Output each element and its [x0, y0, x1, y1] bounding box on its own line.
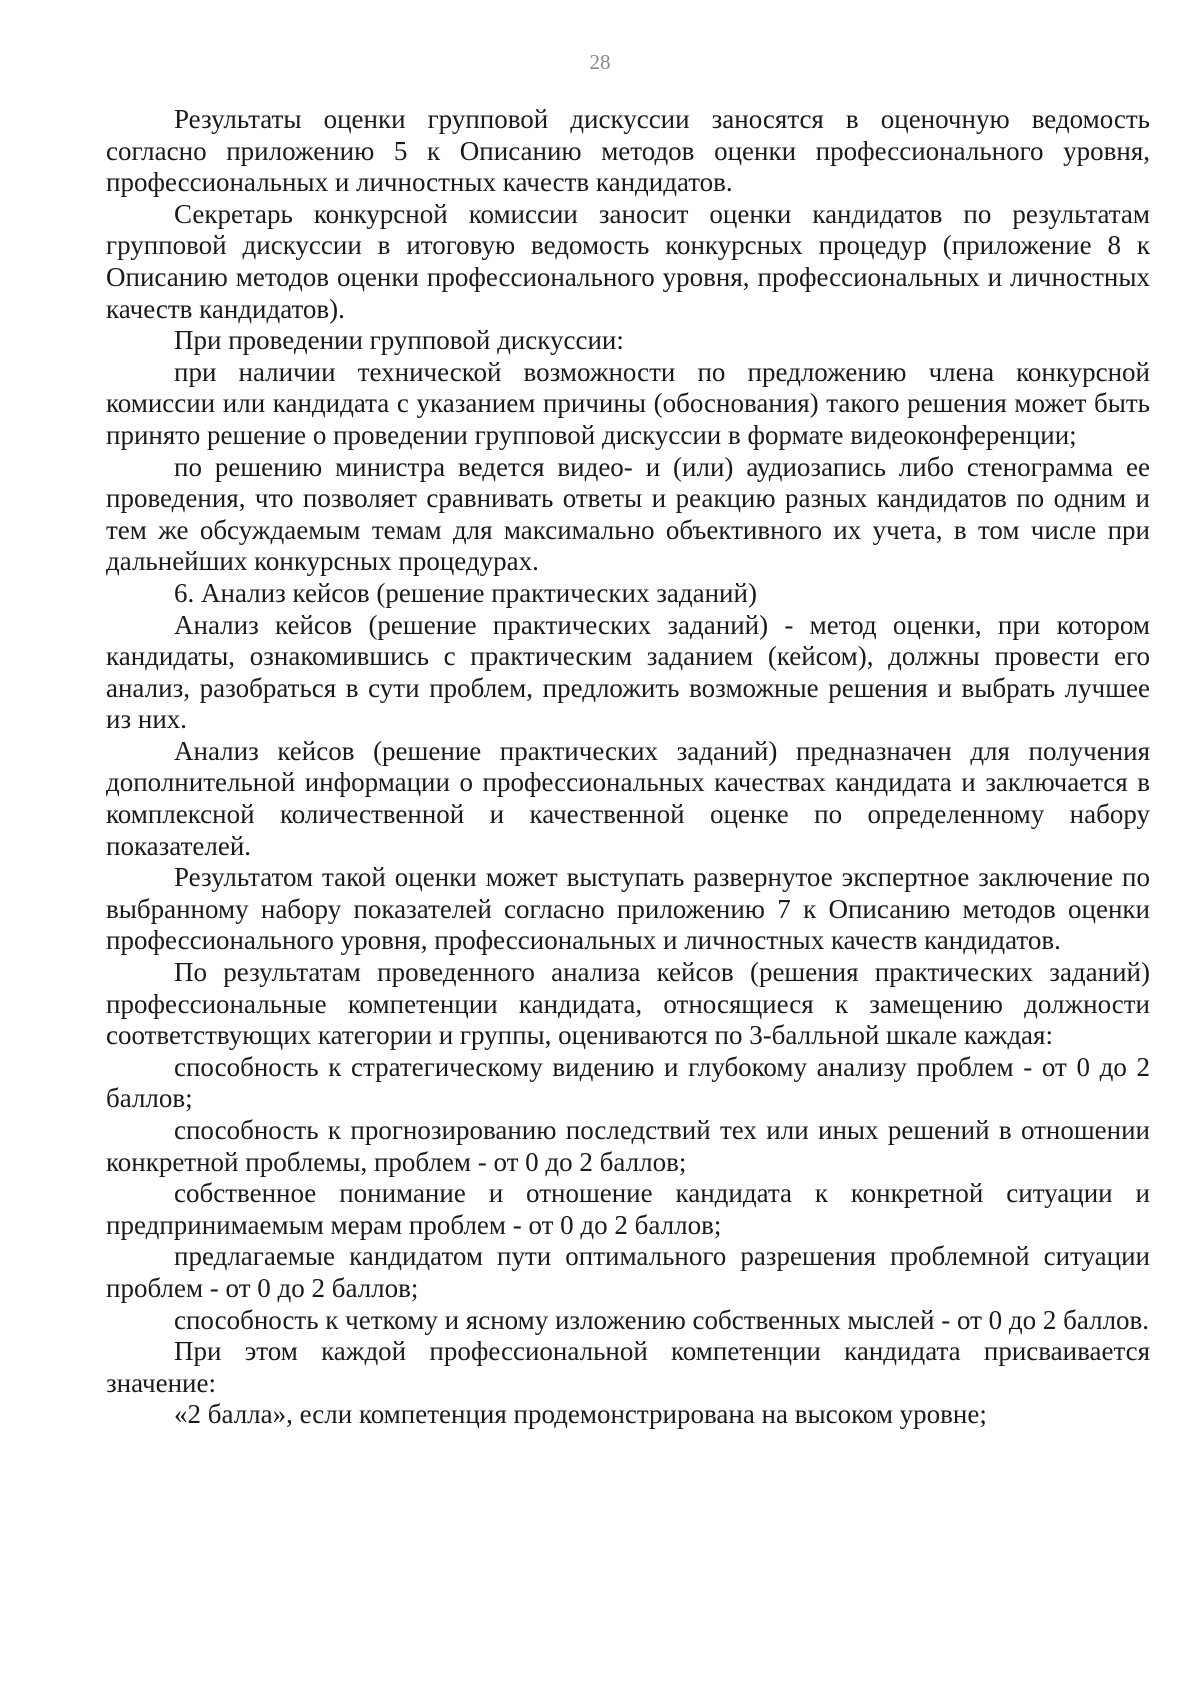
list-item: способность к стратегическому видению и глубокому анализу проблем - от 0 до 2 баллов;	[106, 1051, 1150, 1114]
paragraph: Анализ кейсов (решение практических заданий) предназначен для получения дополнительной информации о профессиональных качествах кандидата и заключается в комплексной количественной и качественной оценке по определенному набору показателей.	[106, 735, 1150, 861]
paragraph: Секретарь конкурсной комиссии заносит оценки кандидатов по результатам групповой дискуссии в итоговую ведомость конкурсных процедур (приложение 8 к Описанию методов оценки профессионального уровня, профессиональных и личностных качеств кандидатов).	[106, 198, 1150, 324]
list-item: способность к прогнозированию последствий тех или иных решений в отношении конкретной проблемы, проблем - от 0 до 2 баллов;	[106, 1115, 1150, 1177]
paragraph: Результаты оценки групповой дискуссии заносятся в оценочную ведомость согласно приложению 5 к Описанию методов оценки профессионального уровня, профессиональных и личностных качеств кандидатов.	[106, 104, 1150, 198]
paragraph: При этом каждой профессиональной компетенции кандидата присваивается значение:	[106, 1336, 1150, 1398]
list-item: собственное понимание и отношение кандидата к конкретной ситуации и предпринимаемым мерам проблем - от 0 до 2 баллов;	[106, 1178, 1150, 1240]
paragraph: При проведении групповой дискуссии:	[174, 325, 624, 356]
paragraph: по решению министра ведется видео- и (или) аудиозапись либо стенограмма ее проведения, что позволяет сравнивать ответы и реакцию разных кандидатов по одним и тем же обсуждаемым темам для максимально объективного их учета, в том числе при дальнейших конкурсных процедурах.	[106, 451, 1150, 577]
page-number: 28	[589, 50, 611, 74]
paragraph: Анализ кейсов (решение практических заданий) - метод оценки, при котором кандидаты, ознакомившись с практическим заданием (кейсом), должны провести его анализ, разобраться в сути проблем, предложить возможные решения и выбрать лучшее из них.	[106, 609, 1150, 735]
section-heading: 6. Анализ кейсов (решение практических заданий)	[174, 577, 757, 608]
list-item: способность к четкому и ясному изложению собственных мыслей - от 0 до 2 баллов.	[174, 1304, 1150, 1335]
list-item: предлагаемые кандидатом пути оптимального разрешения проблемной ситуации проблем - от 0 до 2 баллов;	[106, 1241, 1150, 1303]
paragraph: при наличии технической возможности по предложению члена конкурсной комиссии или кандидата с указанием причины (обоснования) такого решения может быть принято решение о проведении групповой дискуссии в формате видеоконференции;	[106, 356, 1150, 450]
list-item: «2 балла», если компетенция продемонстрирована на высоком уровне;	[174, 1399, 987, 1430]
paragraph: По результатам проведенного анализа кейсов (решения практических заданий) профессиональные компетенции кандидата, относящиеся к замещению должности соответствующих категории и группы, оцениваются по 3-балльной шкале каждая:	[106, 957, 1150, 1051]
document-body	[106, 104, 1150, 1431]
paragraph: Результатом такой оценки может выступать развернутое экспертное заключение по выбранному набору показателей согласно приложению 7 к Описанию методов оценки профессионального уровня, профессиональных и личностных качеств кандидатов.	[106, 862, 1150, 956]
